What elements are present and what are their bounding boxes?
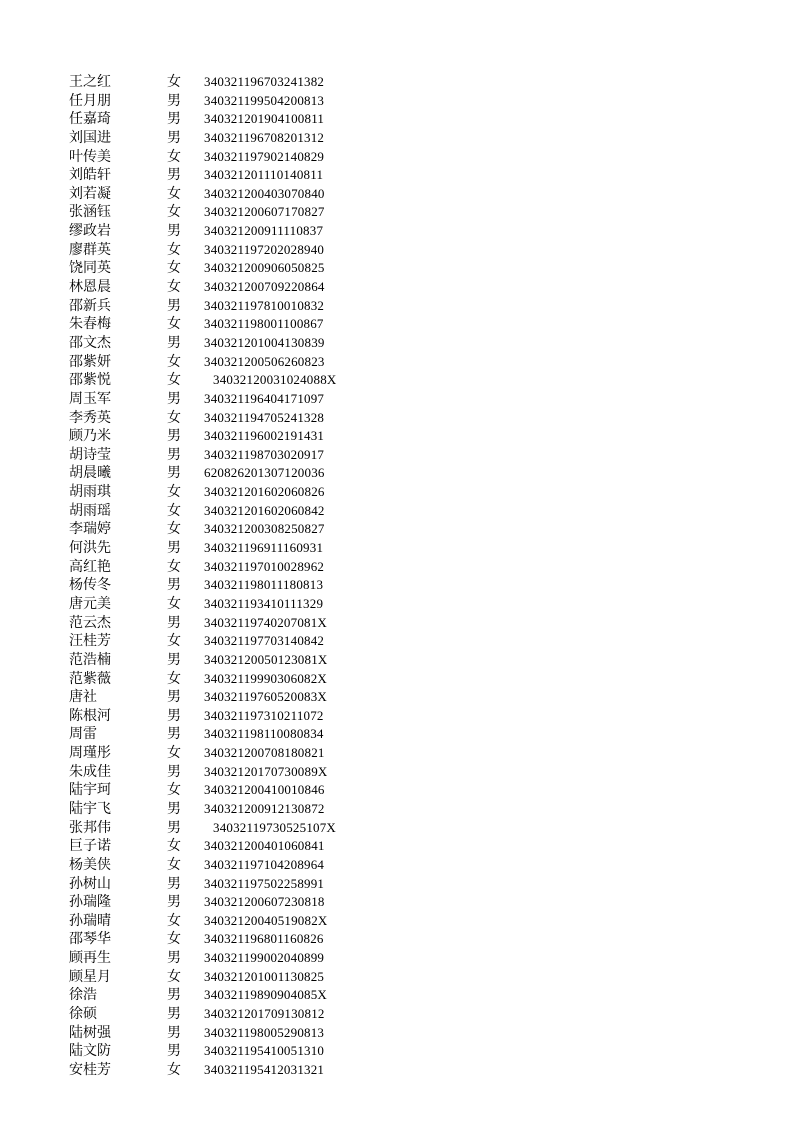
- gender-cell: 女: [167, 782, 181, 799]
- name-cell: 高红艳: [69, 558, 111, 575]
- gender-cell: 女: [167, 353, 181, 370]
- gender-cell: 女: [167, 595, 181, 612]
- table-row: [0, 614, 793, 633]
- gender-cell: 男: [167, 1024, 181, 1041]
- table-row: [0, 1061, 793, 1080]
- table-row: [0, 483, 793, 502]
- name-cell: 胡雨琪: [69, 484, 111, 501]
- gender-cell: 男: [167, 390, 181, 407]
- name-cell: 任月朋: [69, 92, 111, 109]
- name-cell: 唐元美: [69, 595, 111, 612]
- gender-cell: 男: [167, 800, 181, 817]
- id-number-cell: 34032119990306082X: [204, 670, 328, 686]
- name-cell: 安桂芳: [69, 1061, 111, 1078]
- gender-cell: 男: [167, 465, 181, 482]
- name-cell: 刘若凝: [69, 185, 111, 202]
- name-cell: 徐硕: [69, 1006, 97, 1023]
- gender-cell: 女: [167, 74, 181, 90]
- name-cell: 胡诗莹: [69, 446, 111, 463]
- id-number-cell: 340321200506260823: [204, 353, 325, 369]
- name-cell: 周玉军: [69, 390, 111, 407]
- gender-cell: 女: [167, 409, 181, 426]
- gender-cell: 女: [167, 204, 181, 221]
- table-row: [0, 576, 793, 595]
- id-number-cell: 340321195410051310: [204, 1043, 325, 1059]
- gender-cell: 男: [167, 111, 181, 128]
- id-number-cell: 340321199002040899: [204, 950, 325, 966]
- table-row: [0, 92, 793, 111]
- id-number-cell: 340321198011180813: [204, 577, 324, 593]
- table-row: [0, 725, 793, 744]
- gender-cell: 男: [167, 92, 181, 109]
- gender-cell: 女: [167, 372, 181, 389]
- table-row: [0, 893, 793, 912]
- name-cell: 缪政岩: [69, 223, 111, 240]
- name-cell: 李瑞婷: [69, 521, 111, 538]
- id-number-cell: 340321197104208964: [204, 856, 325, 872]
- gender-cell: 男: [167, 1043, 181, 1060]
- table-row: [0, 986, 793, 1005]
- name-cell: 张涵钰: [69, 204, 111, 221]
- name-cell: 刘皓轩: [69, 167, 111, 184]
- name-cell: 巨子诺: [69, 838, 111, 855]
- table-row: [0, 968, 793, 987]
- table-row: [0, 297, 793, 316]
- table-row: [0, 651, 793, 670]
- id-number-cell: 340321200912130872: [204, 800, 325, 816]
- table-row: [0, 502, 793, 521]
- gender-cell: 男: [167, 763, 181, 780]
- gender-cell: 女: [167, 745, 181, 762]
- table-row: [0, 744, 793, 763]
- id-number-cell: 340321197703140842: [204, 633, 325, 649]
- id-number-cell: 340321198005290813: [204, 1024, 325, 1040]
- gender-cell: 女: [167, 1061, 181, 1078]
- id-number-cell: 340321197202028940: [204, 241, 325, 257]
- name-cell: 顾乃米: [69, 428, 111, 445]
- table-row: [0, 222, 793, 241]
- id-number-cell: 340321196404171097: [204, 390, 325, 406]
- gender-cell: 男: [167, 950, 181, 967]
- gender-cell: 女: [167, 670, 181, 687]
- name-cell: 胡晨曦: [69, 465, 111, 482]
- name-cell: 朱春梅: [69, 316, 111, 333]
- table-row: [0, 688, 793, 707]
- name-cell: 邵紫妍: [69, 353, 111, 370]
- name-cell: 邵新兵: [69, 297, 111, 314]
- table-row: [0, 520, 793, 539]
- gender-cell: 女: [167, 521, 181, 538]
- gender-cell: 男: [167, 334, 181, 351]
- table-row: [0, 1005, 793, 1024]
- id-number-cell: 340321197810010832: [204, 297, 325, 313]
- id-number-cell: 340321200911110837: [204, 223, 324, 239]
- id-number-cell: 340321197902140829: [204, 148, 325, 164]
- table-row: [0, 539, 793, 558]
- table-row: [0, 203, 793, 222]
- gender-cell: 女: [167, 502, 181, 519]
- table-row: [0, 409, 793, 428]
- name-cell: 陆树强: [69, 1024, 111, 1041]
- gender-cell: 男: [167, 987, 181, 1004]
- name-cell: 叶传美: [69, 148, 111, 165]
- table-row: [0, 819, 793, 838]
- gender-cell: 女: [167, 484, 181, 501]
- id-number-cell: 340321200607170827: [204, 204, 325, 220]
- gender-cell: 女: [167, 912, 181, 929]
- table-row: [0, 241, 793, 260]
- id-number-cell: 340321196801160826: [204, 931, 324, 947]
- id-number-cell: 340321200709220864: [204, 279, 325, 295]
- gender-cell: 男: [167, 875, 181, 892]
- table-row: [0, 334, 793, 353]
- gender-cell: 女: [167, 931, 181, 948]
- table-row: [0, 110, 793, 129]
- id-number-cell: 620826201307120036: [204, 465, 325, 481]
- gender-cell: 男: [167, 614, 181, 631]
- table-row: [0, 558, 793, 577]
- id-number-cell: 340321200401060841: [204, 838, 325, 854]
- id-number-cell: 340321200308250827: [204, 521, 325, 537]
- table-row: [0, 949, 793, 968]
- name-cell: 林恩晨: [69, 279, 111, 296]
- name-cell: 周雷: [69, 726, 97, 743]
- name-cell: 邵琴华: [69, 931, 111, 948]
- gender-cell: 男: [167, 894, 181, 911]
- name-cell: 胡雨瑶: [69, 502, 111, 519]
- id-number-cell: 340321201004130839: [204, 334, 325, 350]
- table-row: [0, 129, 793, 148]
- id-number-cell: 340321197310211072: [204, 707, 324, 723]
- gender-cell: 女: [167, 260, 181, 277]
- table-row: [0, 763, 793, 782]
- table-row: [0, 166, 793, 185]
- gender-cell: 男: [167, 689, 181, 706]
- table-row: [0, 390, 793, 409]
- name-cell: 陆宇珂: [69, 782, 111, 799]
- gender-cell: 男: [167, 223, 181, 240]
- name-cell: 顾再生: [69, 950, 111, 967]
- name-cell: 范紫薇: [69, 670, 111, 687]
- table-row: [0, 315, 793, 334]
- name-cell: 廖群英: [69, 241, 111, 258]
- id-number-cell: 34032119740207081X: [204, 614, 328, 630]
- id-number-cell: 340321199504200813: [204, 92, 325, 108]
- gender-cell: 男: [167, 1006, 181, 1023]
- id-number-cell: 34032119730525107X: [213, 819, 337, 835]
- table-row: [0, 632, 793, 651]
- gender-cell: 男: [167, 819, 181, 836]
- name-cell: 唐社: [69, 689, 97, 706]
- gender-cell: 男: [167, 129, 181, 146]
- id-number-cell: 34032120040519082X: [204, 912, 328, 928]
- id-number-cell: 340321200708180821: [204, 745, 325, 761]
- name-cell: 杨传冬: [69, 577, 111, 594]
- id-number-cell: 340321198001100867: [204, 316, 324, 332]
- name-cell: 刘国进: [69, 129, 111, 146]
- name-cell: 李秀英: [69, 409, 111, 426]
- gender-cell: 男: [167, 726, 181, 743]
- table-row: [0, 707, 793, 726]
- gender-cell: 女: [167, 185, 181, 202]
- table-row: [0, 1042, 793, 1061]
- id-number-cell: 340321196708201312: [204, 129, 325, 145]
- name-cell: 徐浩: [69, 987, 97, 1004]
- table-row: [0, 800, 793, 819]
- gender-cell: 男: [167, 297, 181, 314]
- name-cell: 孙瑞隆: [69, 894, 111, 911]
- table-row: [0, 875, 793, 894]
- gender-cell: 女: [167, 558, 181, 575]
- table-row: [0, 837, 793, 856]
- name-cell: 陈根河: [69, 707, 111, 724]
- name-cell: 邵文杰: [69, 334, 111, 351]
- id-number-cell: 34032119760520083X: [204, 689, 328, 705]
- table-row: [0, 856, 793, 875]
- name-cell: 汪桂芳: [69, 633, 111, 650]
- table-row: [0, 781, 793, 800]
- gender-cell: 男: [167, 577, 181, 594]
- name-cell: 何洪先: [69, 540, 111, 557]
- id-number-cell: 34032119890904085X: [204, 987, 328, 1003]
- id-number-cell: 340321198703020917: [204, 446, 325, 462]
- table-row: [0, 912, 793, 931]
- id-number-cell: 340321194705241328: [204, 409, 325, 425]
- gender-cell: 女: [167, 148, 181, 165]
- name-cell: 范浩楠: [69, 651, 111, 668]
- name-cell: 王之红: [69, 74, 111, 90]
- table-row: [0, 930, 793, 949]
- name-cell: 陆宇飞: [69, 800, 111, 817]
- table-row: [0, 185, 793, 204]
- name-cell: 杨美侠: [69, 856, 111, 873]
- id-number-cell: 340321200607230818: [204, 894, 325, 910]
- id-number-cell: 340321201709130812: [204, 1006, 325, 1022]
- id-number-cell: 340321201110140811: [204, 167, 324, 183]
- id-number-cell: 340321197502258991: [204, 875, 325, 891]
- name-cell: 张邦伟: [69, 819, 111, 836]
- gender-cell: 男: [167, 540, 181, 557]
- gender-cell: 男: [167, 707, 181, 724]
- id-number-cell: 340321196002191431: [204, 428, 325, 444]
- table-row: [0, 446, 793, 465]
- id-number-cell: 340321201904100811: [204, 111, 325, 127]
- gender-cell: 男: [167, 167, 181, 184]
- table-row: [0, 1024, 793, 1043]
- id-number-cell: 340321193410111329: [204, 595, 324, 611]
- table-row: [0, 73, 793, 92]
- name-cell: 朱成佳: [69, 763, 111, 780]
- id-number-cell: 340321200403070840: [204, 185, 325, 201]
- name-cell: 孙瑞晴: [69, 912, 111, 929]
- id-number-cell: 34032120050123081X: [204, 651, 328, 667]
- name-cell: 范云杰: [69, 614, 111, 631]
- id-number-cell: 340321200906050825: [204, 260, 325, 276]
- gender-cell: 女: [167, 856, 181, 873]
- name-cell: 任嘉琦: [69, 111, 111, 128]
- gender-cell: 女: [167, 838, 181, 855]
- id-number-cell: 340321197010028962: [204, 558, 325, 574]
- table-row: [0, 670, 793, 689]
- table-row: [0, 464, 793, 483]
- table-row: [0, 353, 793, 372]
- id-number-cell: 340321200410010846: [204, 782, 325, 798]
- table-row: [0, 371, 793, 390]
- id-number-cell: 34032120170730089X: [204, 763, 328, 779]
- name-cell: 周瑾彤: [69, 745, 111, 762]
- name-cell: 孙树山: [69, 875, 111, 892]
- id-number-cell: 340321201602060826: [204, 484, 325, 500]
- name-cell: 饶同英: [69, 260, 111, 277]
- id-number-cell: 340321196703241382: [204, 74, 325, 89]
- gender-cell: 女: [167, 279, 181, 296]
- gender-cell: 女: [167, 241, 181, 258]
- id-number-cell: 340321201001130825: [204, 968, 325, 984]
- name-cell: 顾星月: [69, 968, 111, 985]
- table-row: [0, 278, 793, 297]
- gender-cell: 男: [167, 428, 181, 445]
- gender-cell: 女: [167, 633, 181, 650]
- table-row: [0, 427, 793, 446]
- table-row: [0, 148, 793, 167]
- name-cell: 邵紫悦: [69, 372, 111, 389]
- id-number-cell: 340321201602060842: [204, 502, 325, 518]
- roster-table: [0, 73, 793, 1080]
- id-number-cell: 34032120031024088X: [213, 372, 337, 388]
- gender-cell: 女: [167, 316, 181, 333]
- table-row: [0, 595, 793, 614]
- id-number-cell: 340321196911160931: [204, 540, 324, 556]
- gender-cell: 男: [167, 446, 181, 463]
- name-cell: 陆文防: [69, 1043, 111, 1060]
- gender-cell: 女: [167, 968, 181, 985]
- gender-cell: 男: [167, 651, 181, 668]
- id-number-cell: 340321195412031321: [204, 1061, 325, 1077]
- table-row: [0, 259, 793, 278]
- id-number-cell: 340321198110080834: [204, 726, 324, 742]
